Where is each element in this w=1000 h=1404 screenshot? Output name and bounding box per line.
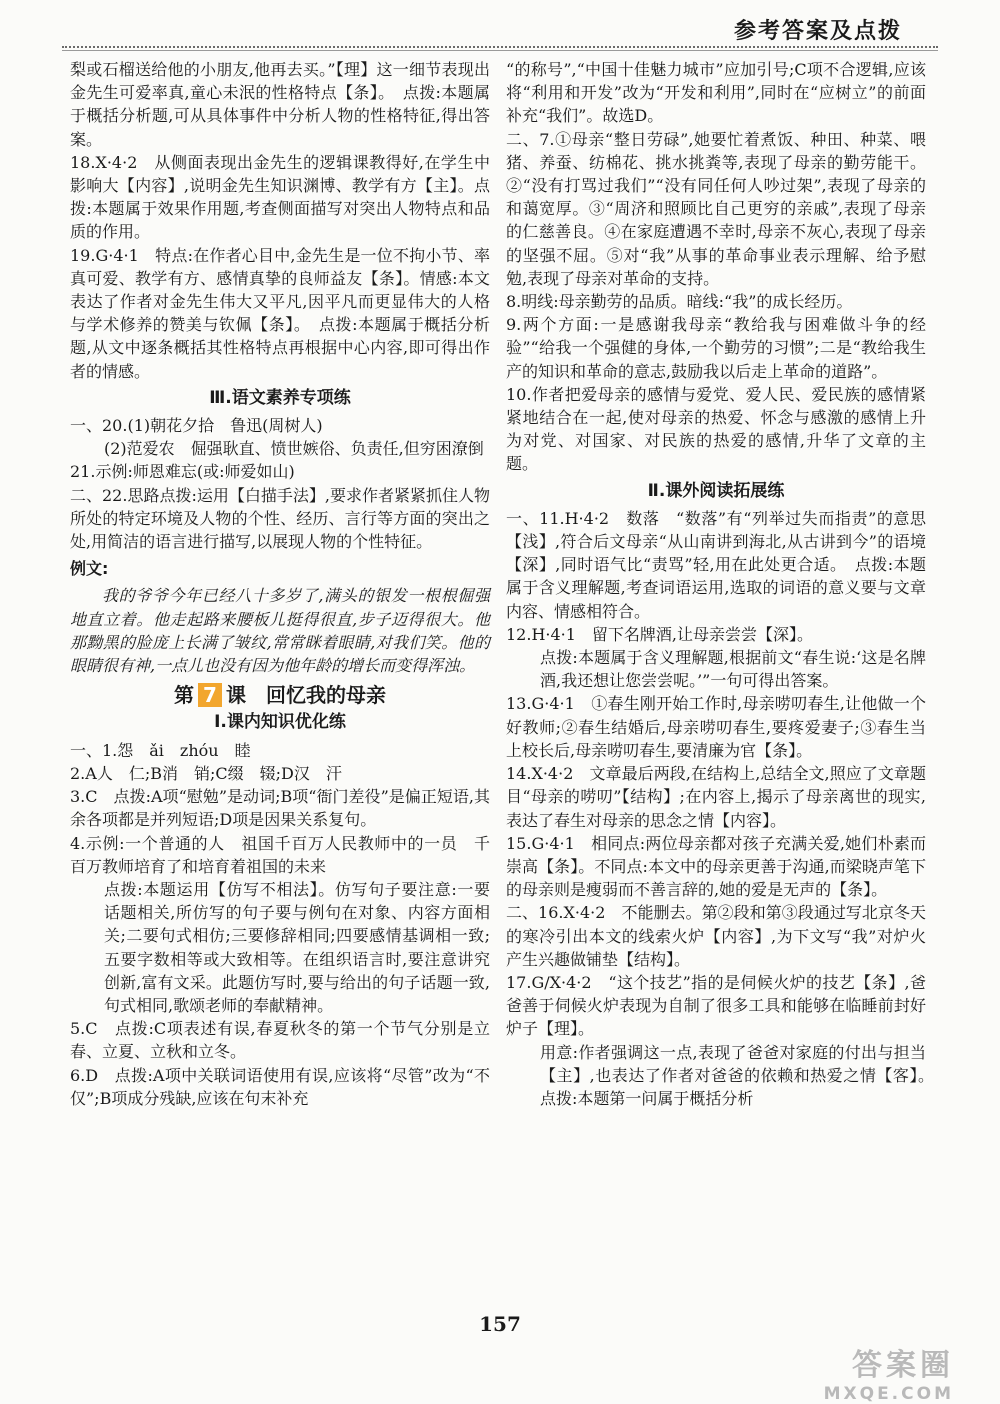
- answer-paragraph-indented: 用意:作者强调这一点,表现了爸爸对家庭的付出与担当【主】,也表达了作者对爸爸的依赖和热爱之情【客】。 点拨:本题第一问属于概括分析: [540, 1042, 943, 1108]
- answer-paragraph: 15.G·4·1 相同点:两位母亲都对孩子充满关爱,她们朴素而崇高【条】。不同点:本文中的母亲更善于沟通,而梁晓声笔下的母亲则是瘦弱而不善言辞的,她的爱是无声的【条】。: [506, 833, 926, 900]
- answer-paragraph: 12.H·4·1 留下名牌酒,让母亲尝尝【深】。: [506, 624, 814, 644]
- answer-paragraph: 二、16.X·4·2 不能删去。第②段和第③段通过写北京冬天的寒冷引出本文的线索火炉【内容】,为下文写“我”对炉火产生兴趣做铺垫【结构】。: [506, 903, 926, 969]
- header-divider-line: [62, 50, 938, 51]
- watermark-url: MXQE.COM: [823, 1384, 954, 1404]
- lesson-number: 7: [198, 683, 222, 707]
- answer-paragraph: 5.C 点拨:C项表述有误,春夏秋冬的第一个节气分别是立春、立夏、立秋和立冬。: [70, 1019, 490, 1062]
- answer-paragraph-indented: 点拨:本题属于含义理解题,根据前文“春生说:‘这是名牌酒,我还想让您尝尝呢。’”一句可得出答案。: [540, 648, 926, 691]
- section-heading: Ⅱ.课外阅读拓展练: [647, 480, 785, 501]
- answer-paragraph: 6.D 点拨:A项中关联词语使用有误,应该将“尽管”改为“不仅”;B项成分残缺,应该在句末补充: [70, 1065, 490, 1108]
- lesson-title: 课 回忆我的母亲: [226, 683, 386, 708]
- answer-paragraph: 2.A人 仁;B消 销;C缀 辍;D汉 汗: [70, 763, 342, 783]
- answer-paragraph: 一、11.H·4·2 数落 “数落”有“列举过失而指责”的意思【浅】,符合后文母亲“从山南讲到海北,从古讲到今”的语境【深】,同时语气比“责骂”轻,用在此处更合适。 点拨:本题属于含义理解题,考查词语运用,选取的词语的意义要与文章内容、情感相符合。: [506, 508, 926, 621]
- answer-paragraph: 10.作者把爱母亲的感情与爱党、爱人民、爱民族的感情紧紧地结合在一起,使对母亲的热爱、怀念与感激的感情上升为对党、对国家、对民族的热爱的感情,升华了文章的主题。: [506, 384, 926, 474]
- answer-paragraph: 一、1.怨 ǎi zhóu 睦: [70, 740, 251, 760]
- answer-paragraph: 19.G·4·1 特点:在作者心目中,金先生是一位不拘小节、率真可爱、教学有方、感情真挚的良师益友【条】。情感:本文表达了作者对金先生伟大又平凡,因平凡而更显伟大的人格与学术修养的赞美与钦佩【条】。 点拨:本题属于概括分析题,从文中逐条概括其性格特点再根据中心内容,即可得出作者的情感。: [70, 245, 490, 381]
- answer-paragraph: 21.示例:师恩难忘(或:师爱如山): [70, 462, 295, 482]
- answer-paragraph-indented: 点拨:本题运用【仿写不相法】。仿写句子要注意:一要话题相关,所仿写的句子要与例句在对象、内容方面相关;二要句式相仿;三要修辞相同;四要感情基调相一致;五要字数相等或大致相等。在组织语言时,要注意讲究创新,富有文采。此题仿写时,要与给出的句子话题一致,句式相同,歌颂老师的奉献精神。: [104, 879, 490, 1015]
- lesson-prefix: 第: [174, 683, 194, 708]
- section-heading: Ⅰ.课内知识优化练: [214, 712, 346, 733]
- answer-paragraph: 14.X·4·2 文章最后两段,在结构上,总结全文,照应了文章题目“母亲的唠叨”【结构】;在内容上,揭示了母亲离世的现实,表达了春生对母亲的思念之情【内容】。: [506, 764, 926, 830]
- answer-paragraph: 梨或石榴送给他的小朋友,他再去买。”【理】这一细节表现出金先生可爱率真,童心未泯的性格特点【条】。 点拨:本题属于概括分析题,可从具体事件中分析人物的性格特征,得出答案。: [70, 60, 490, 149]
- left-column: [70, 58, 490, 1110]
- header-divider: [62, 46, 938, 48]
- watermark-text: 答案圈: [852, 1348, 954, 1383]
- section-heading: Ⅲ.语文素养专项练: [209, 387, 351, 408]
- answer-paragraph: 9.两个方面:一是感谢我母亲“教给我与困难做斗争的经验”“给我一个强健的身体,一个勤劳的习惯”;二是“教给我生产的知识和革命的意志,鼓励我以后走上革命的道路”。: [506, 315, 926, 381]
- answer-paragraph: 二、7.①母亲“整日劳碌”,她要忙着煮饭、种田、种菜、喂猪、养蚕、纺棉花、挑水挑粪等,表现了母亲的勤劳能干。②“没有打骂过我们”“没有同任何人吵过架”,表现了母亲的和蔼宽厚。③“周济和照顾比自己更穷的亲戚”,表现了母亲的仁慈善良。④在家庭遭遇不幸时,母亲不灰心,表现了母亲的坚强不屈。⑤对“我”从事的革命事业表示理解、给予慰勉,表现了母亲对革命的支持。: [506, 129, 926, 288]
- answer-paragraph: 一、20.(1)朝花夕拾 鲁迅(周树人): [70, 416, 323, 436]
- answer-paragraph-indented: (2)范爱农 倔强耿直、愤世嫉俗、负责任,但穷困潦倒: [104, 439, 484, 459]
- watermark-logo: [824, 1340, 954, 1404]
- example-label: 例文:: [70, 559, 109, 579]
- answer-paragraph: 二、22.思路点拨:运用【白描手法】,要求作者紧紧抓住人物所处的特定环境及人物的个性、经历、言行等方面的突出之处,用简洁的语言进行描写,以展现人物的个性特征。: [70, 485, 490, 552]
- answer-paragraph: 8.明线:母亲勤劳的品质。暗线:“我”的成长经历。: [506, 292, 853, 312]
- answer-paragraph: 3.C 点拨:A项“慰勉”是动词;B项“衙门差役”是偏正短语,其余各项都是并列短语;D项是因果关系复句。: [70, 787, 490, 830]
- answer-paragraph: 17.G/X·4·2 “这个技艺”指的是伺候火炉的技艺【条】,爸爸善于伺候火炉表现为自制了很多工具和能够在临睡前封好炉子【理】。: [506, 972, 926, 1039]
- answer-paragraph: 18.X·4·2 从侧面表现出金先生的逻辑课教得好,在学生中影响大【内容】,说明金先生知识渊博、教学有方【主】。点拨:本题属于效果作用题,考查侧面描写对突出人物特点和品质的作用。: [70, 152, 490, 242]
- lesson-heading: [70, 683, 490, 707]
- answer-paragraph: 4.示例:一个普通的人 祖国千百万人民教师中的一员 千百万教师培育了和培育着祖国的未来: [70, 833, 490, 876]
- header-title: 参考答案及点拨: [733, 19, 902, 44]
- example-essay: 我的爷爷今年已经八十多岁了,满头的银发一根根倔强地直立着。他走起路来腰板儿挺得很直,步子迈得很大。他那黝黑的脸庞上长满了皱纹,常常眯着眼睛,对我们笑。他的眼睛很有神,一点儿也没有因为他年龄的增长而变得浑浊。: [70, 586, 490, 676]
- answer-paragraph: 13.G·4·1 ①春生刚开始工作时,母亲唠叨春生,让他做一个好教师;②春生结婚后,母亲唠叨春生,要疼爱妻子;③春生当上校长后,母亲唠叨春生,要清廉为官【条】。: [506, 694, 926, 760]
- page-number: 157: [479, 1312, 521, 1336]
- answer-paragraph: “的称号”,“中国十佳魅力城市”应加引号;C项不合逻辑,应该将“利用和开发”改为“开发和利用”,同时在“应树立”的前面补充“我们”。故选D。: [506, 60, 926, 126]
- right-column: [506, 58, 943, 1110]
